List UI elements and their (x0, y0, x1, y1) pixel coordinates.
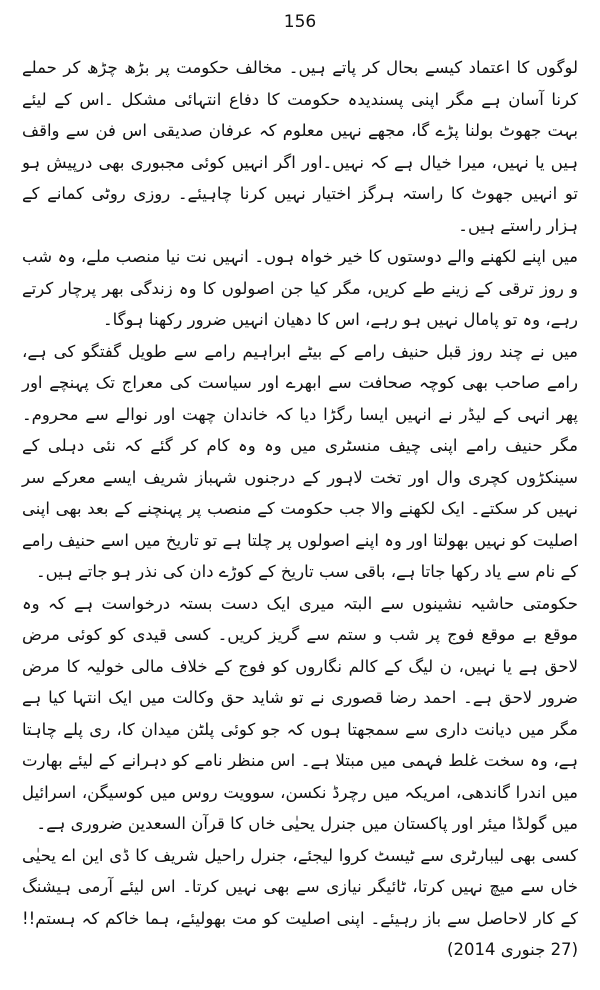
page-number: 156 (283, 12, 317, 32)
paragraph-5 (22, 840, 578, 966)
article-date: (27 جنوری 2014) (447, 940, 578, 959)
paragraph-2: میں اپنے لکھنے والے دوستوں کا خیر خواہ ہوں۔ انہیں نت نیا منصب ملے، وہ شب و روز ترقی کے زینے طے کریں، مگر کیا جن اصولوں کا وہ زندگی بھر پرچار کرتے رہے، وہ تو پامال نہیں ہو رہے، اس کا دھیان انہیں ضرور رکھنا ہوگا۔ (22, 247, 578, 329)
paragraph-1: لوگوں کا اعتماد کیسے بحال کر پاتے ہیں۔ مخالف حکومت پر بڑھ چڑھ کر حملے کرنا آسان ہے مگر اپنی پسندیدہ حکومت کا دفاع انتہائی مشکل ۔اس کے لیئے بہت جھوٹ بولنا پڑے گا، مجھے نہیں معلوم کہ عرفان صدیقی اس فن سے واقف ہیں یا نہیں، میرا خیال ہے کہ نہیں۔اور اگر انہیں کوئی مجبوری بھی درپیش ہو تو انہیں جھوٹ کا راستہ ہرگز اختیار نہیں کرنا چاہیئے۔ روزی روٹی کمانے کے ہزار راستے ہیں۔ (22, 58, 578, 235)
paragraph-4: حکومتی حاشیہ نشینوں سے البتہ میری ایک دست بستہ درخواست ہے کہ وہ موقع بے موقع فوج پر شب و ستم سے گریز کریں۔ کسی قیدی کو کوئی مرض لاحق ہے یا نہیں، ن لیگ کے کالم نگاروں کو فوج کے خلاف مالی خولیہ کا مرض ضرور لاحق ہے۔ احمد رضا قصوری نے تو شاید حق وکالت میں ایک انتہا کیا ہے مگر میں دیانت داری سے سمجھتا ہوں کہ جو کوئی پلٹن میدان کا، ری پلے چاہتا ہے، وہ سخت غلط فہمی میں مبتلا ہے۔ اس منظر نامے کو دہرانے کے لیئے بھارت میں اندرا گاندھی، امریکہ میں رچرڈ نکسن، سوویت روس میں کوسیگن، اسرائیل میں گولڈا میئر اور پاکستان میں جنرل یحیٰی خاں کا قرآن السعدین ضروری ہے۔ (22, 593, 578, 833)
article-body (22, 52, 578, 966)
paragraph-3: میں نے چند روز قبل حنیف رامے کے بیٹے ابراہیم رامے سے طویل گفتگو کی ہے، رامے صاحب بھی کوچہ صحافت سے ابھرے اور سیاست کی معراج تک پہنچے اور پھر انہی کے لیڈر نے انہیں ایسا رگڑا دیا کہ خاندان چھت اور نوالے سے محروم۔ مگر حنیف رامے اپنی چیف منسٹری میں وہ وہ کام کر گئے کہ نئی دہلی کے سینکڑوں کچری وال اور تخت لاہور کے درجنوں شہباز شریف ایسے معرکے سر نہیں کر سکتے۔ ایک لکھنے والا جب حکومت کے منصب پر پہنچنے کے بعد بھی اپنی اصلیت کو نہیں بھولتا اور وہ اپنے اصولوں پر چلتا ہے تو تاریخ میں اسے حنیف رامے کے نام سے یاد رکھا جاتا ہے، باقی سب تاریخ کے کوڑے دان کی نذر ہو جاتے ہیں۔ (22, 341, 578, 581)
paragraph-5-text: کسی بھی لیبارٹری سے ٹیسٹ کروا لیجئے، جنرل راحیل شریف کا ڈی این اے یحیٰی خاں سے میچ نہیں کرتا، ٹائیگر نیازی سے بھی نہیں کرتا۔ اس لیئے آرمی ہیشنگ کے کار لاحاصل سے باز رہیئے۔ اپنی اصلیت کو مت بھولیئے، ہما خاکم کہ ہستم!! (22, 845, 578, 928)
